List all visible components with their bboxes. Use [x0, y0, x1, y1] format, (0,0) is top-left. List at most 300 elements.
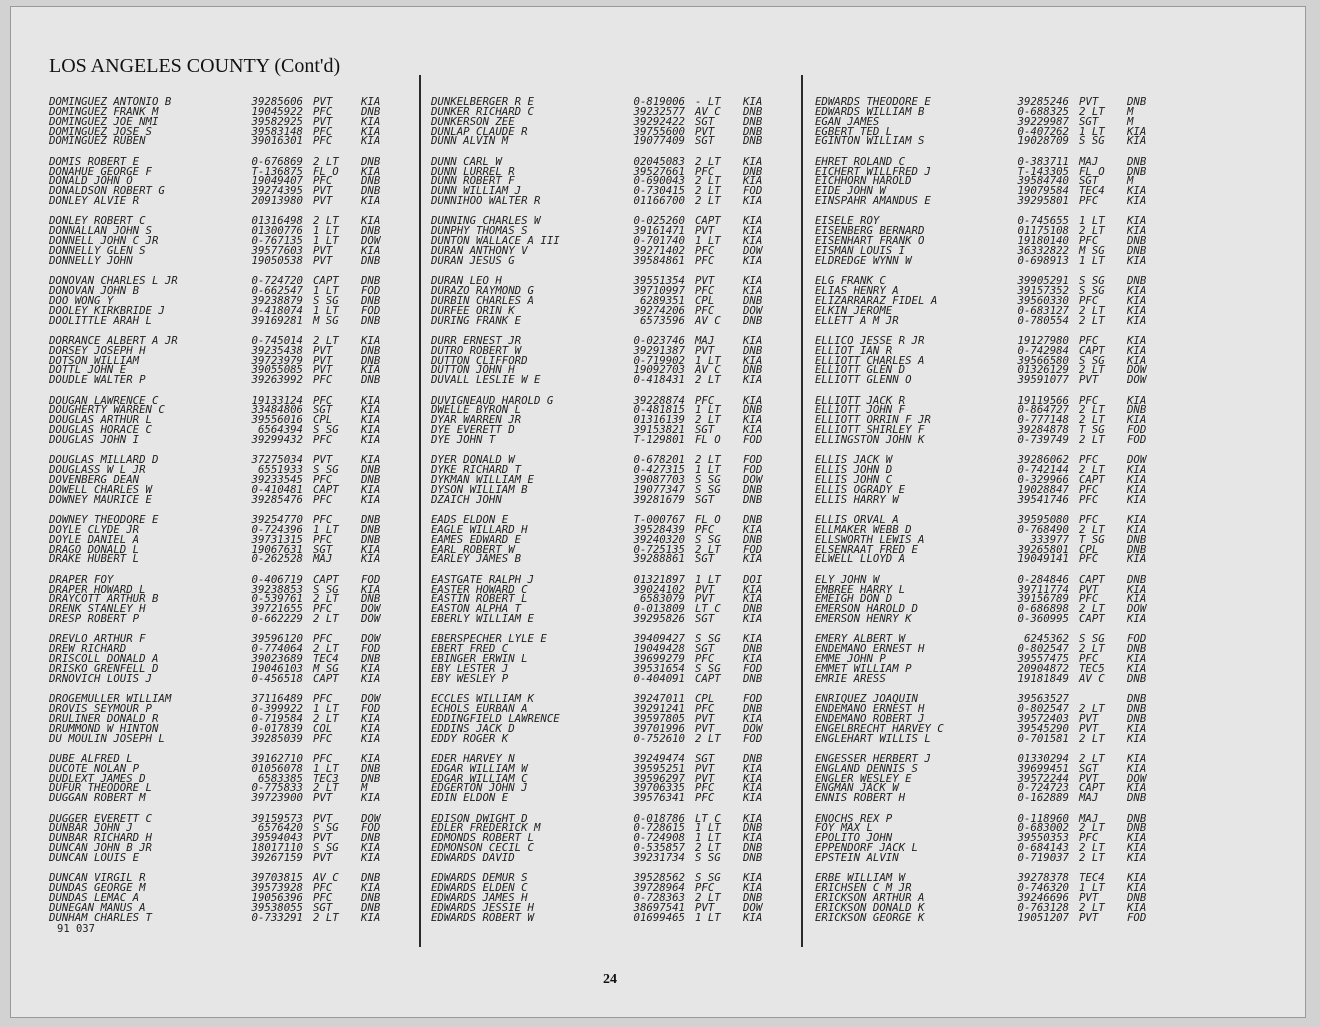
roster-row: [431, 365, 803, 375]
roster-row: [431, 604, 803, 614]
serial-number: 0-023746: [633, 335, 685, 346]
status: DNB: [743, 753, 763, 764]
roster-row: [815, 774, 1187, 784]
roster-row: [431, 525, 803, 535]
serial-number: 39284878: [1017, 425, 1069, 435]
roster-row: [49, 833, 421, 843]
page-number: 24: [603, 972, 617, 987]
soldier-name: DOMINGUEZ JOE NMI: [49, 116, 159, 127]
rank: S SG: [695, 853, 721, 863]
soldier-name: ELG FRANK C: [815, 276, 886, 286]
rank: SGT: [695, 753, 715, 764]
status: DNB: [1127, 236, 1147, 246]
serial-number: 39711774: [1017, 584, 1069, 595]
soldier-name: DUNKER RICHARD C: [431, 106, 534, 117]
serial-number: 39572244: [1017, 773, 1069, 784]
rank: PVT: [313, 186, 333, 197]
entry-group: [431, 157, 803, 206]
roster-row: [431, 783, 803, 793]
roster-row: [815, 296, 1187, 306]
roster-row: [49, 256, 421, 266]
serial-number: 0-719902: [633, 355, 685, 366]
serial-number: 39274395: [251, 186, 303, 197]
soldier-name: EIDE JOHN W: [815, 186, 886, 197]
soldier-name: EICHHORN HAROLD: [815, 176, 912, 187]
rank: PVT: [1079, 893, 1099, 903]
serial-number: 01316139: [633, 415, 685, 426]
status: KIA: [361, 733, 381, 744]
roster-row: [815, 306, 1187, 316]
roster-row: [431, 186, 803, 196]
status: KIA: [1127, 395, 1147, 406]
roster-row: [815, 117, 1187, 127]
rank: PFC: [1079, 833, 1099, 844]
serial-number: 19133124: [251, 395, 303, 406]
roster-row: [431, 734, 803, 744]
status: DOW: [743, 475, 763, 485]
status: FOD: [743, 544, 763, 555]
rank: SGT: [1079, 116, 1099, 127]
status: KIA: [1127, 843, 1147, 853]
serial-number: 19028709: [1017, 136, 1069, 147]
serial-number: 0-407262: [1017, 126, 1069, 137]
soldier-name: ENGLER WESLEY E: [815, 773, 912, 784]
soldier-name: DOTTL JOHN E: [49, 365, 127, 376]
serial-number: 39285476: [251, 494, 303, 505]
status: KIA: [361, 713, 381, 724]
soldier-name: DOMIS ROBERT E: [49, 156, 140, 167]
rank: 2 LT: [1079, 365, 1105, 376]
rank: PVT: [695, 126, 715, 137]
status: KIA: [1127, 484, 1147, 495]
serial-number: 39285246: [1017, 97, 1069, 107]
status: KIA: [1127, 853, 1147, 863]
status: DOW: [361, 236, 381, 246]
rank: 1 LT: [313, 226, 339, 237]
rank: PFC: [695, 245, 715, 256]
status: DNB: [361, 763, 381, 774]
roster-row: [49, 614, 421, 624]
roster-row: [431, 157, 803, 167]
rank: 2 LT: [1079, 465, 1105, 475]
rank: CAPT: [1079, 574, 1105, 585]
rank: 2 LT: [313, 594, 339, 605]
roster-row: [431, 654, 803, 664]
status: DNB: [361, 276, 381, 286]
entry-group: [49, 634, 421, 683]
serial-number: 39703815: [251, 873, 303, 884]
roster-row: [815, 167, 1187, 177]
roster-row: [431, 873, 803, 883]
roster-row: [431, 843, 803, 853]
status: KIA: [361, 843, 381, 853]
soldier-name: ELLIOTT JACK R: [815, 395, 906, 406]
status: KIA: [1127, 733, 1147, 744]
roster-row: [815, 903, 1187, 913]
roster-row: [431, 435, 803, 445]
rank: CPL: [313, 415, 333, 426]
serial-number: 39159573: [251, 813, 303, 824]
serial-number: 39582925: [251, 116, 303, 127]
roster-row: [431, 674, 803, 684]
soldier-name: DOUGLAS JOHN I: [49, 434, 140, 445]
serial-number: 39295826: [633, 614, 685, 624]
soldier-name: ELLIOTT GLENN O: [815, 375, 912, 386]
soldier-name: DUBE ALFRED L: [49, 753, 133, 764]
status: DNB: [1127, 276, 1147, 286]
serial-number: 19077347: [633, 484, 685, 495]
status: DNB: [1127, 813, 1147, 824]
serial-number: 0-329966: [1017, 475, 1069, 485]
status: KIA: [361, 136, 381, 147]
status: DNB: [743, 116, 763, 127]
rank: CPL: [1079, 544, 1099, 555]
serial-number: 38697541: [633, 902, 685, 913]
soldier-name: EPPENDORF JACK L: [815, 843, 918, 853]
status: KIA: [361, 554, 381, 565]
rank: [1069, 694, 1127, 704]
status: KIA: [1127, 186, 1147, 197]
soldier-name: EMMET WILLIAM P: [815, 664, 912, 674]
status: DNB: [361, 226, 381, 237]
serial-number: 39281679: [633, 494, 685, 505]
roster-row: [49, 604, 421, 614]
soldier-name: EGINTON WILLIAM S: [815, 136, 925, 147]
roster-row: [49, 97, 421, 107]
serial-number: 39232577: [633, 106, 685, 117]
status: DNB: [361, 873, 381, 884]
status: KIA: [743, 634, 763, 645]
status: FOD: [743, 434, 763, 445]
rank: 2 LT: [313, 216, 339, 227]
soldier-name: ELLIS ORVAL A: [815, 515, 899, 525]
roster-row: [815, 654, 1187, 664]
status: DNB: [1127, 644, 1147, 655]
status: M: [1127, 176, 1134, 187]
rank: PFC: [313, 753, 333, 764]
rank: PFC: [313, 883, 333, 894]
roster-row: [49, 893, 421, 903]
serial-number: T-000767: [633, 515, 685, 525]
roster-row: [815, 883, 1187, 893]
rank: 2 LT: [313, 912, 339, 923]
roster-row: [431, 336, 803, 346]
status: KIA: [743, 255, 763, 266]
serial-number: 39285039: [251, 733, 303, 744]
roster-row: [431, 375, 803, 385]
entry-group: [49, 216, 421, 265]
rank: TEC4: [1079, 873, 1105, 884]
rank: TEC3: [313, 773, 339, 784]
serial-number: 0-535857: [633, 843, 685, 853]
rank: PFC: [695, 783, 715, 794]
rank: M SG: [313, 315, 339, 326]
soldier-name: EISENBERG BERNARD: [815, 226, 925, 237]
serial-number: 19028847: [1017, 484, 1069, 495]
soldier-name: DRESP ROBERT P: [49, 614, 140, 624]
soldier-name: EDGAR WILLIAM C: [431, 773, 528, 784]
status: KIA: [361, 455, 381, 466]
roster-row: [815, 535, 1187, 545]
serial-number: 39584861: [633, 255, 685, 266]
soldier-name: DRNOVICH LOUIS J: [49, 673, 152, 684]
soldier-name: ENGLAND DENNIS S: [815, 763, 918, 774]
soldier-name: EPOLITO JOHN: [815, 833, 893, 844]
rank: PFC: [1079, 554, 1099, 565]
roster-row: [431, 485, 803, 495]
serial-number: 39285606: [251, 97, 303, 107]
status: KIA: [361, 126, 381, 137]
roster-row: [49, 903, 421, 913]
entry-group: [49, 575, 421, 624]
serial-number: 39557475: [1017, 654, 1069, 664]
serial-number: 20904872: [1017, 664, 1069, 674]
soldier-name: ENGLEHART WILLIS L: [815, 733, 931, 744]
soldier-name: DUTTON CLIFFORD: [431, 355, 528, 366]
rank: PFC: [313, 395, 333, 406]
status: DNB: [361, 186, 381, 197]
rank: PFC: [313, 475, 333, 485]
soldier-name: EDGERTON JOHN J: [431, 783, 528, 794]
serial-number: 39597805: [633, 713, 685, 724]
serial-number: 0-017839: [251, 723, 303, 734]
roster-row: [815, 196, 1187, 206]
status: KIA: [1127, 763, 1147, 774]
soldier-name: EDISON DWIGHT D: [431, 813, 528, 824]
status: DNB: [361, 156, 381, 167]
entry-group: [49, 814, 421, 863]
serial-number: 39595080: [1017, 515, 1069, 525]
roster-row: [49, 455, 421, 465]
rank: 2 LT: [1079, 843, 1105, 853]
roster-row: [815, 375, 1187, 385]
status: KIA: [361, 335, 381, 346]
roster-row: [49, 336, 421, 346]
roster-row: [431, 196, 803, 206]
serial-number: 6245362: [1023, 634, 1069, 645]
serial-number: 0-742144: [1017, 465, 1069, 475]
soldier-name: ELLIOTT JOHN F: [815, 405, 906, 416]
rank: PFC: [1079, 295, 1099, 306]
soldier-name: ECCLES WILLIAM K: [431, 694, 534, 705]
serial-number: 39531654: [633, 664, 685, 674]
roster-row: [431, 754, 803, 764]
rank: PVT: [1079, 97, 1099, 107]
serial-number: T-143305: [1017, 166, 1069, 177]
serial-number: 0-719037: [1017, 853, 1069, 863]
status: KIA: [743, 176, 763, 187]
roster-row: [815, 176, 1187, 186]
status: DNB: [1127, 245, 1147, 256]
soldier-name: DROVIS SEYMOUR P: [49, 704, 152, 714]
serial-number: 39755600: [633, 126, 685, 137]
soldier-name: ELDREDGE WYNN W: [815, 255, 912, 266]
rank: LT C: [695, 813, 721, 824]
rank: PFC: [695, 654, 715, 664]
rank: PFC: [695, 166, 715, 177]
rank: FL O: [313, 166, 339, 177]
roster-row: [815, 843, 1187, 853]
serial-number: 0-746320: [1017, 883, 1069, 894]
soldier-name: ELLETT A M JR: [815, 315, 899, 326]
serial-number: 39271402: [633, 245, 685, 256]
serial-number: 19051207: [1017, 912, 1069, 923]
roster-row: [49, 515, 421, 525]
soldier-name: EISMAN LOUIS I: [815, 245, 906, 256]
status: KIA: [1127, 494, 1147, 505]
entry-group: [49, 515, 421, 564]
soldier-name: DUNN WILLIAM J: [431, 186, 522, 197]
serial-number: 0-662547: [251, 286, 303, 296]
rank: SGT: [695, 554, 715, 565]
soldier-name: EBERLY WILLIAM E: [431, 614, 534, 624]
soldier-name: ELY JOHN W: [815, 574, 880, 585]
soldier-name: ELLSWORTH LEWIS A: [815, 534, 925, 545]
soldier-name: DRUMMOND W HINTON: [49, 723, 159, 734]
status: DNB: [361, 345, 381, 356]
status: DNB: [743, 365, 763, 376]
roster-row: [431, 396, 803, 406]
serial-number: 39161471: [633, 226, 685, 237]
roster-row: [431, 256, 803, 266]
serial-number: 0-698913: [1017, 255, 1069, 266]
soldier-name: DURBIN CHARLES A: [431, 295, 534, 306]
soldier-name: DUGGER EVERETT C: [49, 813, 152, 824]
soldier-name: DRULINER DONALD R: [49, 713, 159, 724]
soldier-name: DYKE RICHARD T: [431, 465, 522, 475]
roster-row: [431, 575, 803, 585]
soldier-name: ELIAS HENRY A: [815, 286, 899, 296]
serial-number: 39265801: [1017, 544, 1069, 555]
entry-group: [49, 754, 421, 803]
roster-row: [49, 883, 421, 893]
status: DNB: [743, 673, 763, 684]
serial-number: 39596297: [633, 773, 685, 784]
rank: PFC: [1079, 654, 1099, 664]
soldier-name: ECHOLS EURBAN A: [431, 704, 528, 714]
status: KIA: [1127, 286, 1147, 296]
rank: COL: [313, 723, 333, 734]
entry-group: [49, 694, 421, 743]
entry-group: [815, 694, 1187, 743]
rank: PVT: [313, 833, 333, 844]
status: DOI: [743, 574, 763, 585]
status: DNB: [361, 315, 381, 326]
status: KIA: [361, 365, 381, 376]
soldier-name: ELLIOTT ORRIN F JR: [815, 415, 931, 426]
status: KIA: [743, 226, 763, 237]
rank: 2 LT: [1079, 644, 1105, 655]
soldier-name: EDER HARVEY N: [431, 753, 515, 764]
status: KIA: [1127, 136, 1147, 147]
soldier-name: DUNLAP CLAUDE R: [431, 126, 528, 137]
serial-number: 19077409: [633, 136, 685, 147]
serial-number: 39550353: [1017, 833, 1069, 844]
soldier-name: EDMONSON CECIL C: [431, 843, 534, 853]
roster-row: [815, 127, 1187, 137]
soldier-name: DOMINGUEZ RUBEN: [49, 136, 146, 147]
status: DNB: [743, 484, 763, 495]
roster-row: [815, 893, 1187, 903]
soldier-name: EDIN ELDON E: [431, 793, 509, 804]
soldier-name: DONAHUE GEORGE F: [49, 166, 152, 177]
status: FOD: [361, 704, 381, 714]
status: DNB: [743, 893, 763, 903]
soldier-name: DONOVAN JOHN B: [49, 286, 140, 296]
serial-number: 39699279: [633, 654, 685, 664]
roster-row: [49, 276, 421, 286]
roster-row: [49, 425, 421, 435]
rank: PFC: [313, 375, 333, 386]
soldier-name: EHRET ROLAND C: [815, 156, 906, 167]
roster-row: [815, 634, 1187, 644]
status: KIA: [361, 664, 381, 674]
rank: SGT: [313, 405, 333, 416]
rank: SGT: [313, 544, 333, 555]
soldier-name: EDWARDS JESSIE H: [431, 902, 534, 913]
serial-number: 39238853: [251, 584, 303, 595]
serial-number: 39228874: [633, 395, 685, 406]
status: DNB: [1127, 893, 1147, 903]
roster-row: [49, 136, 421, 146]
soldier-name: ERICKSON ARTHUR A: [815, 893, 925, 903]
roster-row: [431, 117, 803, 127]
rank: PFC: [313, 434, 333, 445]
soldier-name: DUNHAM CHARLES T: [49, 912, 152, 923]
soldier-name: EDLER FREDERICK M: [431, 823, 541, 834]
rank: S SG: [313, 425, 339, 435]
roster-row: [815, 346, 1187, 356]
roster-row: [431, 585, 803, 595]
soldier-name: DUNDAS LEMAC A: [49, 893, 140, 903]
soldier-name: EPSTEIN ALVIN: [815, 853, 899, 863]
roster-row: [815, 714, 1187, 724]
status: KIA: [1127, 315, 1147, 326]
status: DNB: [361, 355, 381, 366]
status: DNB: [361, 465, 381, 475]
roster-row: [815, 256, 1187, 266]
serial-number: 39231734: [633, 853, 685, 863]
roster-row: [49, 545, 421, 555]
rank: PVT: [695, 902, 715, 913]
rank: PFC: [695, 793, 715, 804]
soldier-name: EBINGER ERWIN L: [431, 654, 528, 664]
roster-row: [815, 97, 1187, 107]
serial-number: 19079584: [1017, 186, 1069, 197]
soldier-name: EARLEY JAMES B: [431, 554, 522, 565]
status: KIA: [743, 554, 763, 565]
rank: PFC: [1079, 196, 1099, 206]
soldier-name: DOWNEY MAURICE E: [49, 494, 152, 505]
entry-group: [815, 873, 1187, 922]
serial-number: 39577603: [251, 245, 303, 256]
entry-group: [815, 814, 1187, 863]
serial-number: 39528562: [633, 873, 685, 884]
serial-number: 6551933: [257, 465, 303, 475]
soldier-name: DUNCAN VIRGIL R: [49, 873, 146, 884]
roster-row: [49, 346, 421, 356]
roster-row: [49, 485, 421, 495]
status: KIA: [743, 614, 763, 624]
roster-row: [431, 793, 803, 803]
soldier-name: DRISKO GRENFELL D: [49, 664, 159, 674]
roster-row: [815, 475, 1187, 485]
rank: S SG: [313, 295, 339, 306]
rank: S SG: [1079, 355, 1105, 366]
rank: SGT: [695, 425, 715, 435]
status: DNB: [1127, 704, 1147, 714]
status: M: [1127, 116, 1134, 127]
